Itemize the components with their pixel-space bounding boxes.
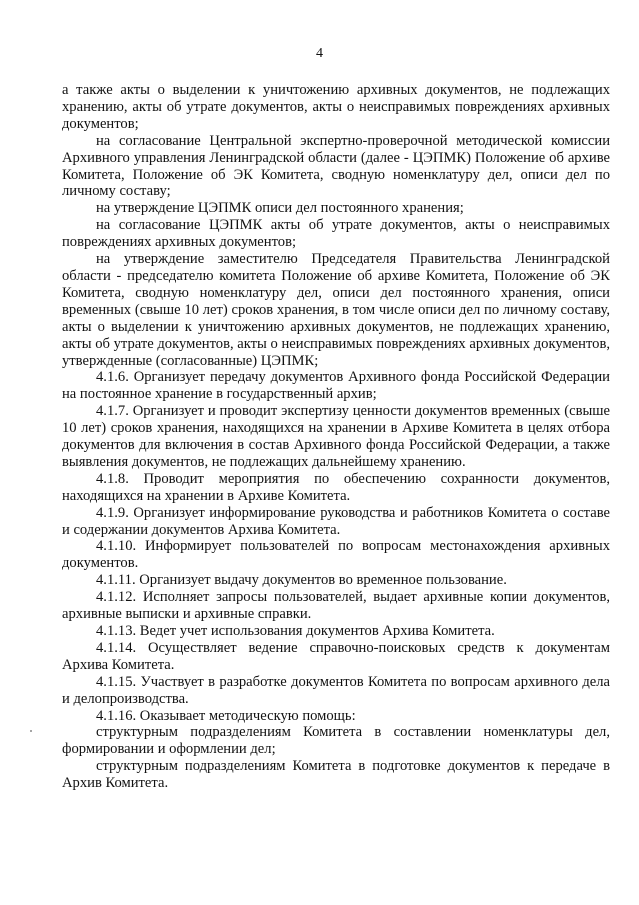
paragraph: на согласование ЦЭПМК акты об утрате документов, акты о неисправимых повреждениях архивных документов; <box>62 217 610 251</box>
paragraph: структурным подразделениям Комитета в подготовке документов к передаче в Архив Комитета. <box>62 758 610 792</box>
page-number: 4 <box>316 46 323 61</box>
scan-speck <box>30 730 32 732</box>
paragraph: на утверждение заместителю Председателя Правительства Ленинградской области - председателю комитета Положение об архиве Комитета, Положение об ЭК Комитета, сводную номенклатуру дел, описи дел постоянного хранения, описи временных (свыше 10 лет) сроков хранения, в том числе описи дел по личному составу, акты о выделении к уничтожению архивных документов, не подлежащих хранению, акты об утрате документов, акты о неисправимых повреждениях архивных документов, утвержденные (согласованные) ЦЭПМК; <box>62 251 610 369</box>
paragraph: 4.1.7. Организует и проводит экспертизу ценности документов временных (свыше 10 лет) сроков хранения, находящихся на хранении в Архиве Комитета в целях отбора документов для включения в состав Архивного фонда Российской Федерации, а также выявления документов, не подлежащих дальнейшему хранению. <box>62 403 610 470</box>
document-body <box>62 82 610 792</box>
paragraph: на утверждение ЦЭПМК описи дел постоянного хранения; <box>96 200 464 217</box>
paragraph: а также акты о выделении к уничтожению архивных документов, не подлежащих хранению, акты об утрате документов, акты о неисправимых повреждениях архивных документов; <box>62 82 610 132</box>
paragraph: 4.1.12. Исполняет запросы пользователей, выдает архивные копии документов, архивные выписки и архивные справки. <box>62 589 610 623</box>
paragraph: 4.1.10. Информирует пользователей по вопросам местонахождения архивных документов. <box>62 538 610 572</box>
paragraph: 4.1.13. Ведет учет использования документов Архива Комитета. <box>96 623 495 639</box>
paragraph: 4.1.14. Осуществляет ведение справочно-поисковых средств к документам Архива Комитета. <box>62 639 610 673</box>
paragraph: структурным подразделениям Комитета в составлении номенклатуры дел, формировании и оформлении дел; <box>62 724 610 758</box>
paragraph: 4.1.8. Проводит мероприятия по обеспечению сохранности документов, находящихся на хранении в Архиве Комитета. <box>62 470 610 504</box>
paragraph: 4.1.11. Организует выдачу документов во временное пользование. <box>96 572 507 589</box>
paragraph: на согласование Центральной экспертно-проверочной методической комиссии Архивного управления Ленинградской области (далее - ЦЭПМК) Положение об архиве Комитета, Положение об ЭК Комитета, сводную номенклатуру дел, описи дел по личному составу; <box>62 132 610 200</box>
paragraph: 4.1.15. Участвует в разработке документов Комитета по вопросам архивного дела и делопроизводства. <box>62 673 610 707</box>
paragraph: 4.1.16. Оказывает методическую помощь: <box>96 707 356 724</box>
paragraph: 4.1.9. Организует информирование руководства и работников Комитета о составе и содержании документов Архива Комитета. <box>62 504 610 538</box>
paragraph: 4.1.6. Организует передачу документов Архивного фонда Российской Федерации на постоянное хранение в государственный архив; <box>62 369 610 403</box>
